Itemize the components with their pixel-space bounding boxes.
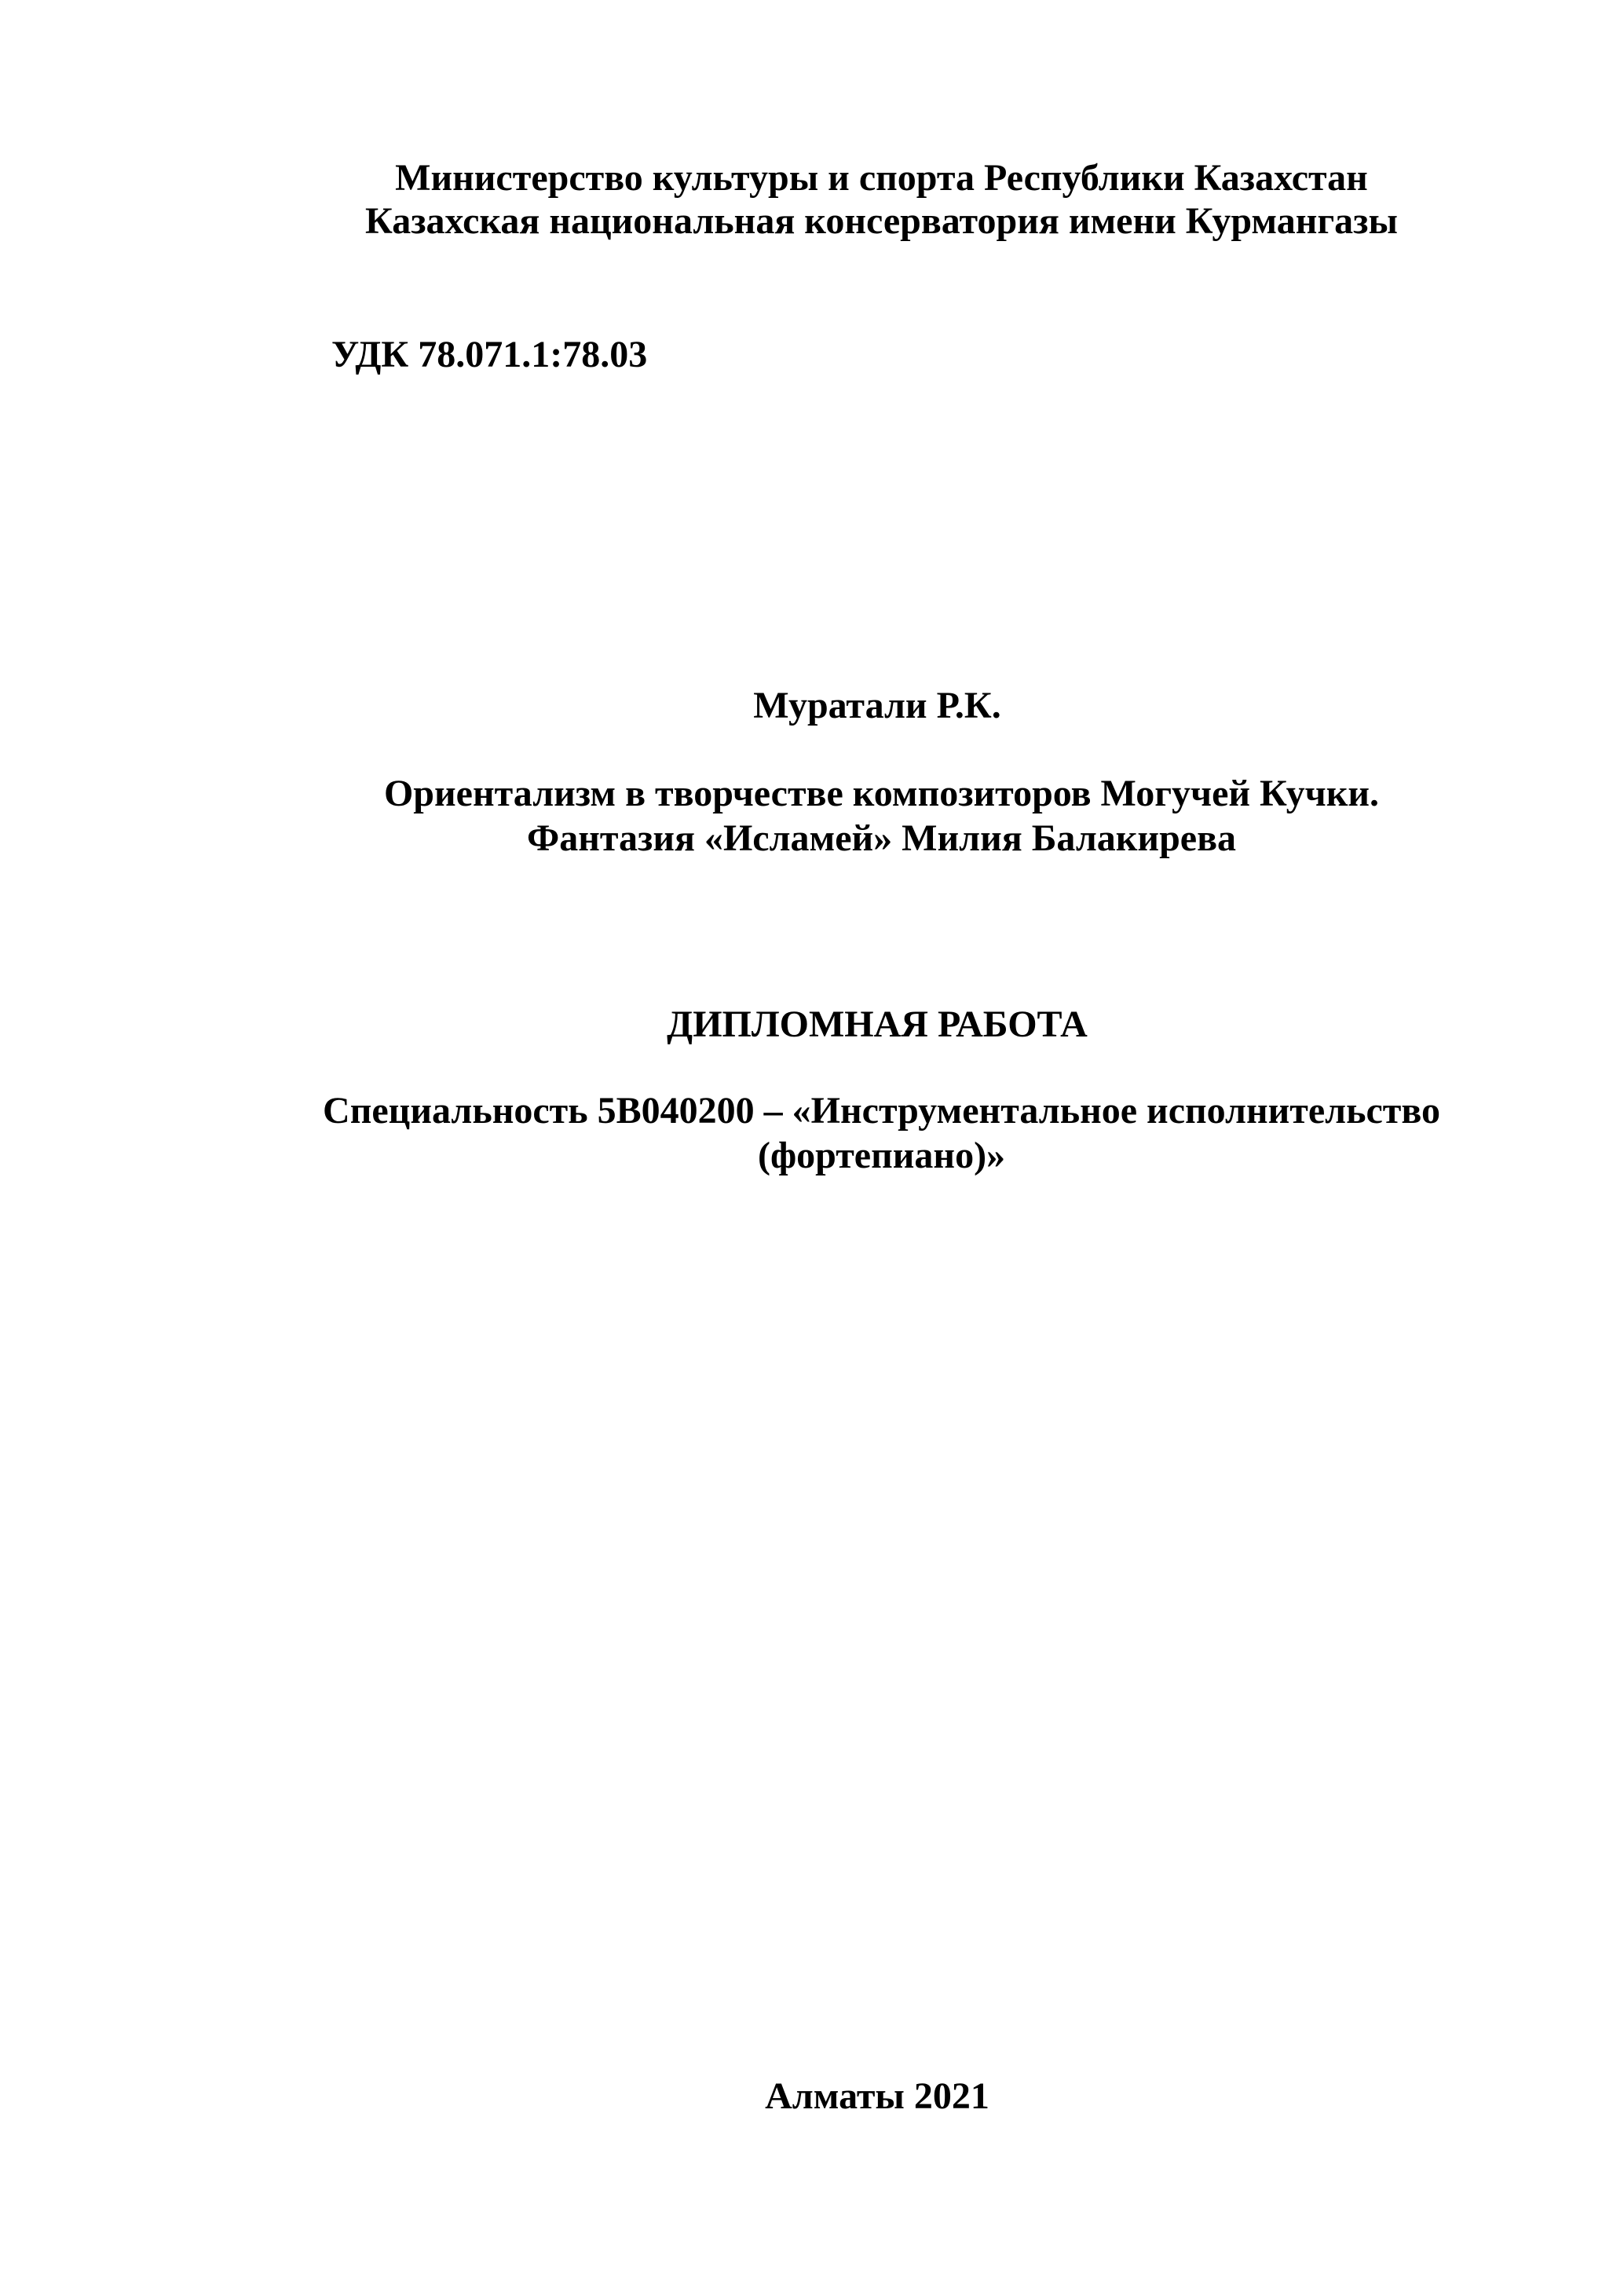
specialty-line-1: Специальность 5В040200 – «Инструментальное исполнительство (323, 1090, 1440, 1132)
place-and-year: Алматы 2021 (765, 2075, 989, 2117)
ministry-heading: Министерство культуры и спорта Республики Казахстан (395, 157, 1368, 199)
thesis-title-line-2: Фантазия «Исламей» Милия Балакирева (526, 817, 1237, 859)
udk-code: УДК 78.071.1:78.03 (331, 334, 648, 375)
specialty-line-2: (фортепиано)» (757, 1135, 1006, 1176)
institution-heading: Казахская национальная консерватория имени Курмангазы (365, 200, 1398, 242)
thesis-title-line-1: Ориентализм в творчестве композиторов Могучей Кучки. (383, 773, 1380, 814)
document-type: ДИПЛОМНАЯ РАБОТА (667, 1004, 1088, 1045)
author-name: Муратали Р.К. (753, 685, 1001, 726)
